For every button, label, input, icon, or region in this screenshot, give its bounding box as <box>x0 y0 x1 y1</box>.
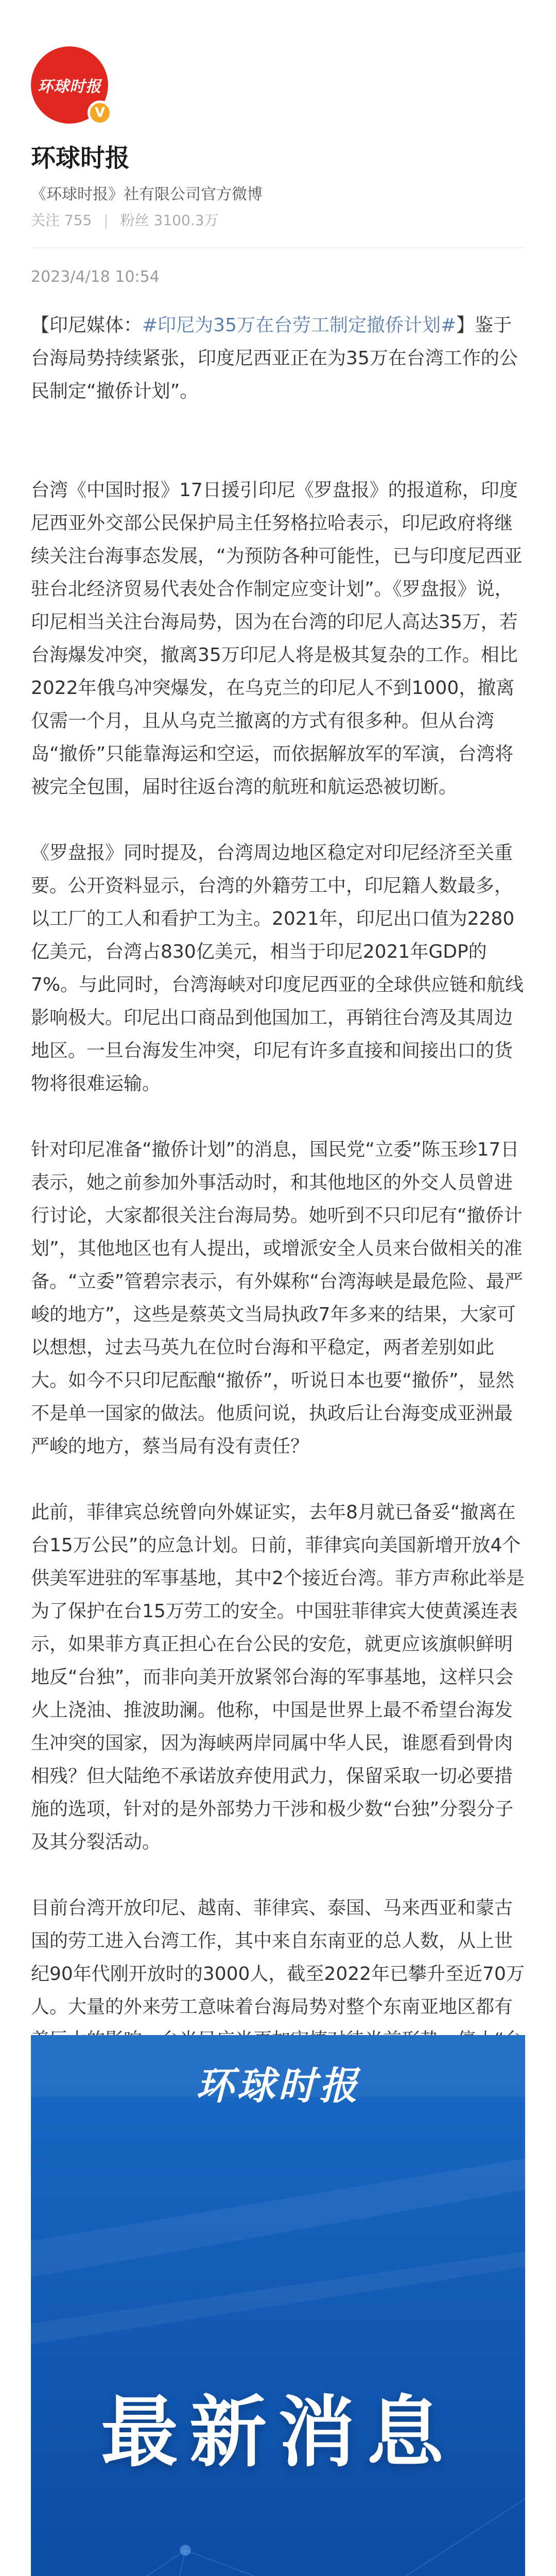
account-header <box>0 0 556 309</box>
follow-count: 755 <box>64 212 92 229</box>
news-banner-image[interactable] <box>31 2035 525 2576</box>
avatar-logo: 环球时报 <box>38 78 101 96</box>
post-paragraph: 此前，菲律宾总统曾向外媒证实，去年8月就已备妥“撤离在台15万公民”的应急计划。日前，菲律宾向美国新增开放4个供美军进驻的军事基地，其中2个接近台湾。菲方声称此举是为了保护在台15万劳工的安全。中国驻菲律宾大使黄溪连表示，如果菲方真正担心在台公民的安危，就更应该旗帜鲜明地反“台独”，而非向美开放紧邻台海的军事基地，这样只会火上浇油、推波助澜。他称，中国是世界上最不希望台海发生冲突的国家，因为海峡两岸同属中华人民，谁愿看到骨肉相残？但大陆绝不承诺放弃使用武力，保留采取一切必要措施的选项，针对的是外部势力干涉和极少数“台独”分裂分子及其分裂活动。 <box>31 1502 525 1853</box>
follow-label: 关注 <box>31 212 60 229</box>
banner-logo: 环球时报 <box>196 2064 360 2108</box>
header-divider <box>31 247 525 248</box>
post-time: 2023/4/18 10:54 <box>31 268 160 286</box>
post-lead <box>31 309 525 408</box>
post-body <box>31 309 525 2123</box>
account-name[interactable]: 环球时报 <box>31 144 130 173</box>
fans-count: 3100.3万 <box>153 212 219 229</box>
post-paragraph: 《罗盘报》同时提及，台湾周边地区稳定对印尼经济至关重要。公开资料显示，台湾的外籍劳工中，印尼籍人数最多，以工厂的工人和看护工为主。2021年，印尼出口值为2280亿美元，台湾占830亿美元，相当于印尼2021年GDP的7%。与此同时，台湾海峡对印度尼西亚的全球供应链和航线影响极大。印尼出口商品到他国加工，再销往台湾及其周边地区。一旦台海发生冲突，印尼有许多直接和间接出口的货物将很难运输。 <box>31 842 524 1094</box>
verification-text: 《环球时报》社有限公司官方微博 <box>31 185 263 204</box>
post-paragraph: 目前台湾开放印尼、越南、菲律宾、泰国、马来西亚和蒙古国的劳工进入台湾工作，其中来自东南亚的总人数，从上世纪90年代刚开放时的3000人，截至2022年已攀升至近70万人。大量的外来劳工意味着台海局势对整个东南亚地区都有 <box>31 1897 525 2018</box>
verified-badge-icon: V <box>88 100 112 125</box>
banner-title: 最新消息 <box>100 2388 455 2478</box>
post-paragraph: 台湾《中国时报》17日援引印尼《罗盘报》的报道称，印度尼西亚外交部公民保护局主任努格拉哈表示，印尼政府将继续关注台海事态发展，“为预防各种可能性，已与印度尼西亚驻台北经济贸易代表处合作制定应变计划”。《罗盘报》说，印尼相当关注台海局势，因为在台湾的印尼人高达35万，若台海爆发冲突，撤离35万印尼人将是极其复杂的工作。相比2022年俄乌冲突爆发，在乌克兰的印尼人不到1000，撤离仅需一个月，且从乌克兰撤离的方式有很多种。但从台湾岛“撤侨”只能靠海运和空运，而依据解放军的军演，台湾将被完全包围，届时往返台湾的航班和航运恐被切断。 <box>31 480 523 798</box>
fans-label: 粉丝 <box>120 212 149 229</box>
lead-prefix: 【印尼媒体： <box>31 315 143 336</box>
account-stats <box>31 209 219 230</box>
stats-divider: | <box>103 212 109 229</box>
post-paragraph: 针对印尼准备“撤侨计划”的消息，国民党“立委”陈玉珍17日表示，她之前参加外事活动时，和其他地区的外交人员曾进行讨论，大家都很关注台海局势。她听到不只印尼有“撤侨计划”，其他地区也有人提出，或增派安全人员来台做相关的准备。“立委”管碧宗表示，有外媒称“台湾海峡是最危险、最严峻的地方”，这些是蔡英文当局执政7年多来的结果，大家可以想想，过去马英九在位时台海和平稳定，两者差别如此大。如今不只印尼酝酿“撤侨”，听说日本也要“撤侨”，显然不是单一国家的做法。他质问说，执政后让台海变成亚洲最严峻的地方，蔡当局有没有责任？ <box>31 1139 523 1457</box>
topic-link[interactable]: #印尼为35万在台劳工制定撤侨计划# <box>142 315 457 336</box>
banner-background-pattern <box>31 2035 525 2576</box>
lead-rest: 】鉴于台海局势持续紧张，印度尼西亚正在为35万在台湾工作的公民制定“撤侨计划”。 <box>31 315 518 402</box>
